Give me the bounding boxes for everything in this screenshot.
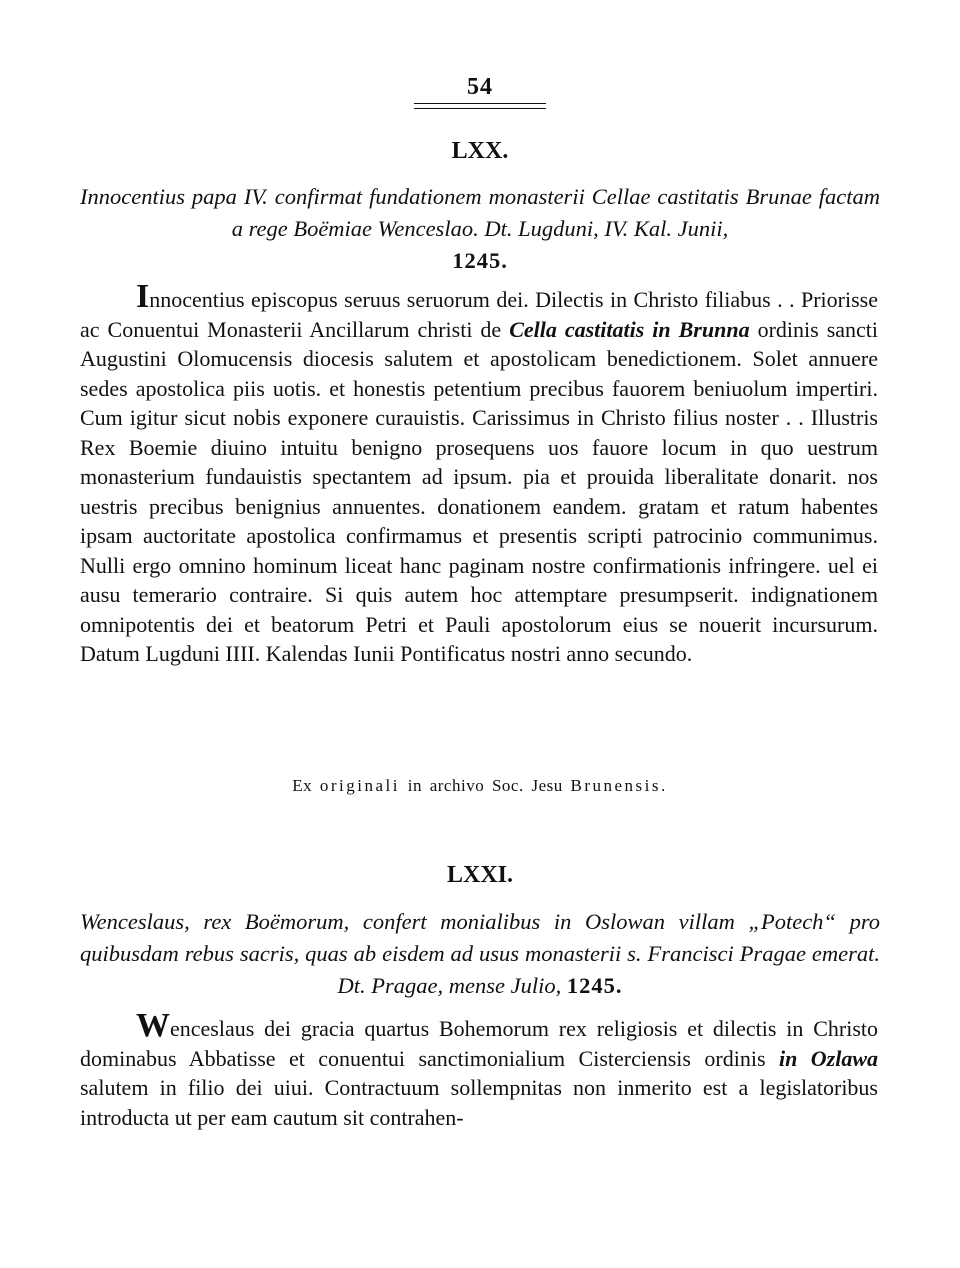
regest-lxx-text: Innocentius papa IV. confirmat fundationem monasterii Cellae castitatis Brunae factam a rege Boëmiae Wenceslao. Dt. Lugduni, IV. Kal. Junii,: [80, 184, 880, 241]
initial-letter-lxxi: W: [136, 1007, 170, 1044]
initial-letter-lxx: I: [136, 278, 150, 315]
source-note-prefix: Ex: [292, 776, 320, 795]
source-note-mid: in archivo Soc. Jesu: [400, 776, 571, 795]
charter-text-lxx-part-b: ordinis sancti Augustini Olomucensis diocesis salutem et apostolicam benedictionem. Solet annuere sedes apostolica piis uotis. et honestis petentium precibus fauorem beniuolum impertiri. Cum igitur sicut nobis exponere curauistis. Carissimus in Christo filius noster . . Illustris Rex Boemie diuino intuitu benigno prosequens uos fauore locum in quo uestrum monasterium fundauistis spectantem ad ipsum. pia et prouida liberalitate donarit. nos uestris precibus benignius annuentes. donationem eandem. gratam et ratum habentes ipsam auctoritate apostolica confirmamus et presentis scripti patrocinio communimus. Nulli ergo omnino hominum liceat hanc paginam nostre confirmationis infringere. uel ei ausu temerario contraire. Si quis autem hoc attemptare presumpserit. indignationem omnipotentis dei et beatorum Petri et Pauli apostolorum eius se nouerit incursurum. Datum Lugduni IIII. Kalendas Iunii Pontificatus nostri anno secundo.: [80, 316, 879, 666]
source-note-spaced: originali: [319, 776, 400, 795]
page-number-rule: [414, 103, 546, 109]
regest-lxx: [80, 181, 880, 277]
source-note-lxx: [0, 776, 960, 796]
regest-lxxi-text: Wenceslaus, rex Boëmorum, confert monialibus in Oslowan villam „Potech“ pro quibusdam rebus sacris, quas ab eisdem ad usus monasterii s. Francisci Pragae emerat. Dt. Pragae, mense Julio,: [80, 909, 880, 998]
charter-text-lxxi-part-b: salutem in filio dei uiui. Contractuum sollempnitas non inmerito est a legislatoribus introducta ut per eam cautum sit contrahen-: [80, 1075, 878, 1130]
regest-lxxi-year: 1245.: [566, 973, 623, 998]
page-number: 54: [467, 74, 493, 100]
regest-lxxi: [80, 906, 880, 1002]
charter-text-lxxi-part-a: enceslaus dei gracia quartus Bohemorum rex religiosis et dilectis in Christo dominabus Abbatisse et conuentui sanctimonialium Cisterciensis ordinis: [80, 1016, 878, 1071]
charter-text-lxx-place: Cella castitatis in Brunna: [509, 316, 750, 342]
charter-text-lxx: [80, 278, 879, 669]
charter-text-lxxi: [80, 1007, 878, 1132]
charter-text-lxx-part-a: nnocentius episcopus seruus seruorum dei. Dilectis in Christo filiabus . . Priorisse ac Conuentui Monasterii Ancillarum christi de: [80, 287, 878, 342]
regest-lxx-year: 1245.: [452, 248, 508, 273]
charter-text-lxxi-place: in Ozlawa: [778, 1045, 878, 1071]
document-number-lxxi: LXXI.: [446, 862, 513, 888]
source-note-spaced-2: Brunensis.: [570, 776, 668, 795]
document-number-lxx: LXX.: [451, 138, 509, 164]
